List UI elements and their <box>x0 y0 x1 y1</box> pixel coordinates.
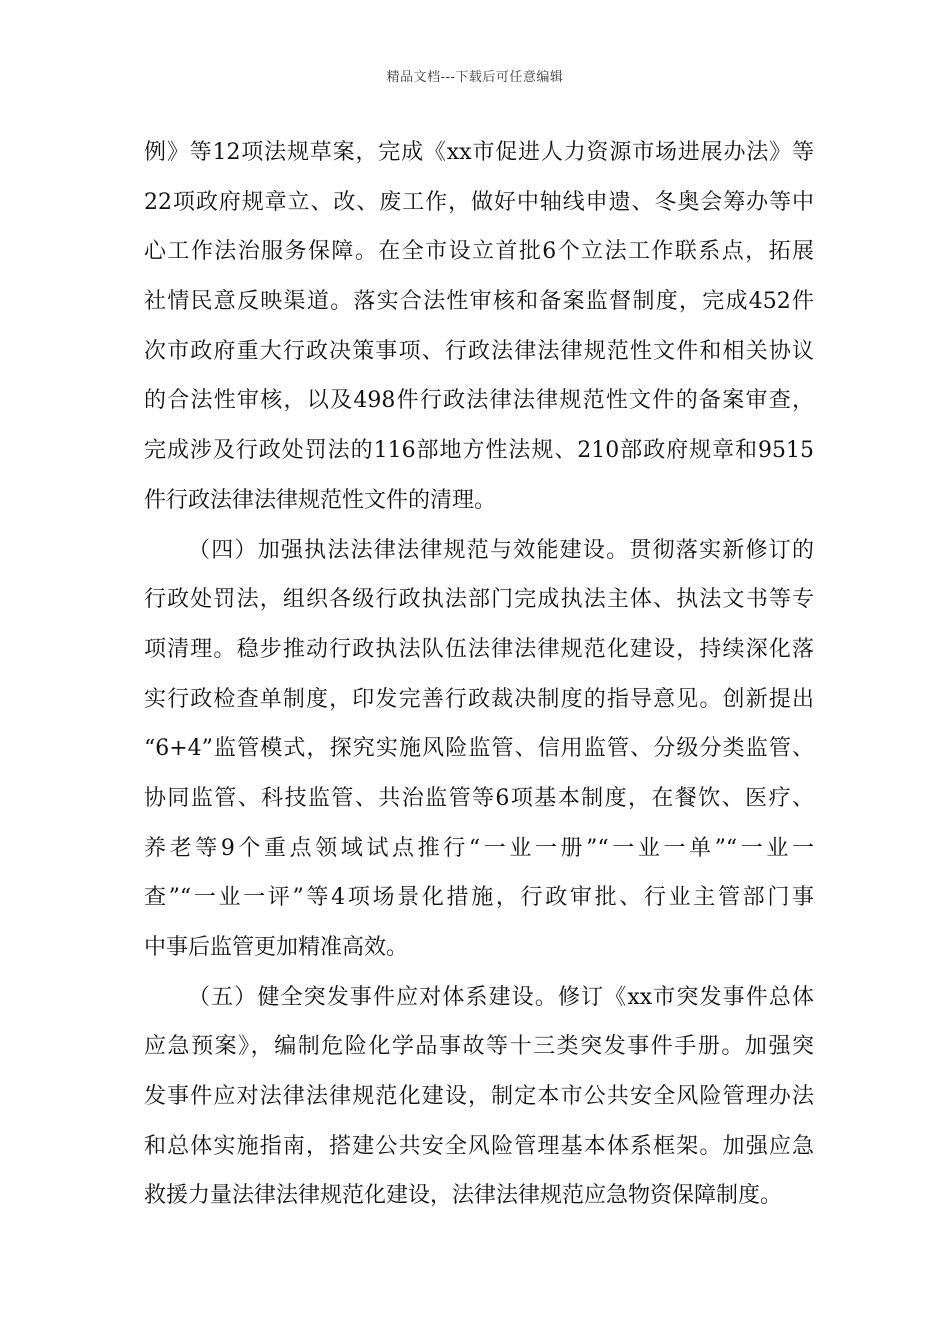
text-line: 次市政府重大行政决策事项、行政法律法律规范性文件和相关协议 <box>144 338 814 364</box>
text-line: 的合法性审核，以及498件行政法律法律规范性文件的备案审查， <box>144 388 814 414</box>
text-line: 养老等9个重点领域试点推行“一业一册”“一业一单”“一业一 <box>144 835 814 861</box>
text-line: “6+4”监管模式，探究实施风险监管、信用监管、分级分类监管、 <box>144 736 814 762</box>
page-header: 精品文档---下载后可任意编辑 <box>386 70 564 85</box>
paragraph-start-line: （五）健全突发事件应对体系建设。修订《xx市突发事件总体 <box>188 984 814 1010</box>
text-line: 22项政府规章立、改、废工作，做好中轴线申遗、冬奥会筹办等中 <box>144 189 814 215</box>
text-line: 应急预案》，编制危险化学品事故等十三类突发事件手册。加强突 <box>144 1034 814 1060</box>
paragraph-start-line: （四）加强执法法律法律规范与效能建设。贯彻落实新修订的 <box>188 537 814 563</box>
text-line: 发事件应对法律法律规范化建设，制定本市公共安全风险管理办法 <box>144 1084 814 1110</box>
text-line: 实行政检查单制度，印发完善行政裁决制度的指导意见。创新提出 <box>144 686 814 712</box>
text-line: 项清理。稳步推动行政执法队伍法律法律规范化建设，持续深化落 <box>144 636 814 662</box>
text-line: 例》等12项法规草案，完成《xx市促进人力资源市场进展办法》等 <box>144 140 814 165</box>
text-line: 查”“一业一评”等4项场景化措施，行政审批、行业主管部门事 <box>144 885 814 911</box>
text-line: 行政处罚法，组织各级行政执法部门完成执法主体、执法文书等专 <box>144 587 814 613</box>
text-line: 中事后监管更加精准高效。 <box>144 935 409 960</box>
text-line: 协同监管、科技监管、共治监管等6项基本制度，在餐饮、医疗、 <box>144 785 814 811</box>
text-line: 件行政法律法律规范性文件的清理。 <box>144 487 497 513</box>
body-text <box>144 128 814 1221</box>
text-line: 心工作法治服务保障。在全市设立首批6个立法工作联系点，拓展 <box>144 239 814 265</box>
text-line: 社情民意反映渠道。落实合法性审核和备案监督制度，完成452件 <box>144 289 814 315</box>
text-line: 完成涉及行政处罚法的116部地方性法规、210部政府规章和9515 <box>144 438 814 464</box>
text-line: 和总体实施指南，搭建公共安全风险管理基本体系框架。加强应急 <box>144 1133 814 1159</box>
text-line: 救援力量法律法律规范化建设，法律法律规范应急物资保障制度。 <box>144 1183 783 1209</box>
